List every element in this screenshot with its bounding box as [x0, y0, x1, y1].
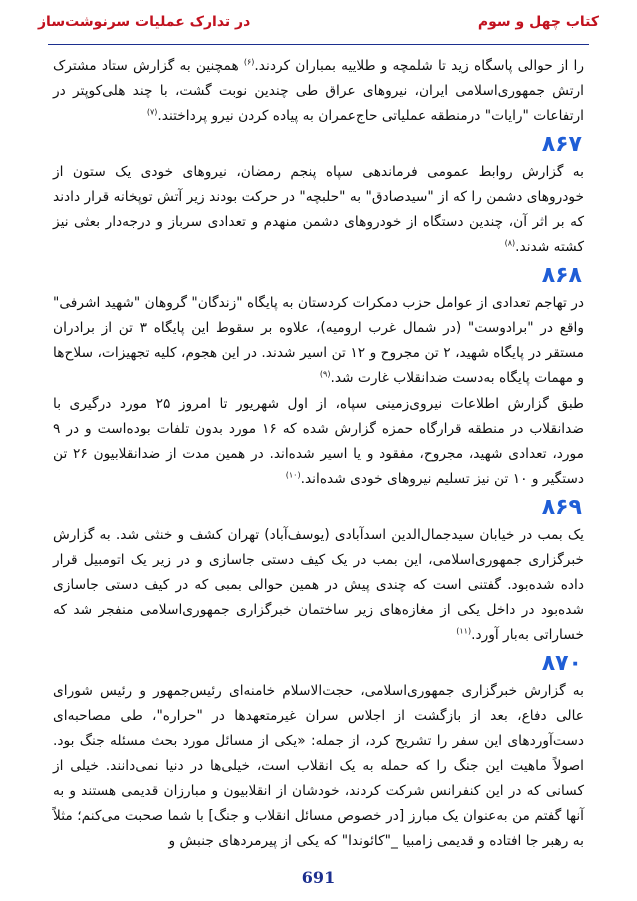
footnote-marker: (۱۰)	[285, 470, 301, 480]
paragraph-text: در تهاجم تعدادی از عوامل حزب دمکرات کردستان به پایگاه "زندگان" گروهان "شهید اشرفی" واقع در "برادوست" (در شمال غرب ارومیه)، علاوه بر سقوط این پایگاه ۳ تن از برادران مستقر در پایگاه شهید، ۲ تن مجروح و ۱۲ تن اسیر شدند. در این هجوم، کلیه تجهیزات، سلاح‌ها و مهمات پایگاه به‌دست ضدانقلاب غارت شد.	[53, 295, 585, 387]
news-paragraph	[53, 392, 584, 492]
news-paragraph	[53, 54, 584, 129]
footnote-marker: (۷)	[146, 107, 158, 117]
paragraph-text: را از حوالی پاسگاه زید تا شلمچه و طلاییه بمباران کردند.	[254, 58, 584, 74]
footnote-marker: (۹)	[319, 369, 331, 379]
news-paragraph	[53, 291, 584, 391]
paragraph-text: به گزارش روابط عمومی فرماندهی سپاه پنجم رمضان، نیروهای خودی یک ستون از خودروهای دشمن را که از "سیدصادق" به "حلبچه" در حرکت بودند زیر آتش توپخانه قرار دادند که بر اثر آن، چندین دستگاه از خودروهای دشمن منهدم و تعدادی سرباز و درجه‌دار بعثی نیز کشته شدند.	[53, 164, 584, 256]
footnote-marker: (۶)	[243, 57, 255, 67]
entry-number: ۸۶۸	[541, 263, 582, 289]
paragraph-text: طبق گزارش اطلاعات نیروی‌زمینی سپاه، از اول شهریور تا امروز ۲۵ مورد درگیری با ضدانقلاب در منطقه قرارگاه حمزه گزارش شده که ۱۶ مورد بدون تلفات بوده‌است و در ۹ مورد، تعدادی شهید، مجروح، مفقود و یا اسیر شده‌اند. در همین مدت از ضدانقلابیون ۲۶ تن دستگیر و ۱۰ تن نیز تسلیم نیروهای خودی شده‌اند.	[53, 395, 585, 487]
book-subtitle: در تدارک عملیات سرنوشت‌ساز	[38, 14, 251, 30]
paragraph-text: به گزارش خبرگزاری جمهوری‌اسلامی، حجت‌الاسلام خامنه‌ای رئیس‌جمهور و رئیس شورای عالی دفاع، بعد از بازگشت از اجلاس سران غیرمتعهدها در "حراره"، طی مصاحبه‌ای دست‌آوردهای این سفر را تشریح کرد، از جمله: «یکی از مسائل مورد بحث مسئله جنگ بود. اصولاً ماهیت این جنگ را که حمله به یک انقلاب است، خیلی‌ها در دنیا نمی‌دانند. خیلی از کسانی که در این کنفرانس شرکت کردند، خودشان از انقلابیون و مبارزان قدیمی هستند و به آنها گفتم من به‌عنوان یک مبارز [در خصوص مسائل انقلاب و جنگ] با شما صحبت می‌کنم؛ مثلاً به رهبر جا افتاده و قدیمی زامبیا _"کائوندا" که یکی از پیرمردهای جنبش و	[53, 682, 584, 850]
book-title: کتاب چهل و سوم	[477, 14, 599, 30]
page-body	[53, 54, 584, 854]
entry-number: ۸۷۰	[541, 650, 582, 676]
header-divider	[48, 44, 589, 45]
footnote-marker: (۸)	[504, 238, 516, 248]
entry-number: ۸۶۹	[541, 494, 582, 520]
news-paragraph	[53, 523, 584, 648]
page-number: 691	[301, 868, 336, 887]
news-paragraph	[53, 679, 584, 854]
page-header	[38, 10, 599, 38]
entry-number: ۸۶۷	[541, 132, 582, 158]
paragraph-text-continued: همچنین به گزارش ستاد مشترک ارتش جمهوری‌اسلامی ایران، نیروهای عراق طی چندین نوبت گشت، با چند هلی‌کوپتر در ارتفاعات "رایات" درمنطقه عملیاتی حاج‌عمران به پیاده کردن نیرو پرداختند.	[53, 58, 584, 125]
news-paragraph	[53, 160, 584, 260]
paragraph-text: یک بمب در خیابان سیدجمال‌الدین اسدآبادی (یوسف‌آباد) تهران کشف و خنثی شد. به گزارش خبرگزاری جمهوری‌اسلامی، این بمب در یک کیف دستی جاسازی و در زیر یک اتومبیل قرار داده شده‌بود. گفتنی است که چندی پیش در همین حوالی بمبی که در کیف دستی جاسازی شده‌بود در داخل یکی از مغازه‌های زیر ساختمان خبرگزاری جمهوری‌اسلامی منفجر شد که خساراتی به‌بار آورد.	[53, 526, 584, 643]
footnote-marker: (۱۱)	[456, 626, 472, 636]
